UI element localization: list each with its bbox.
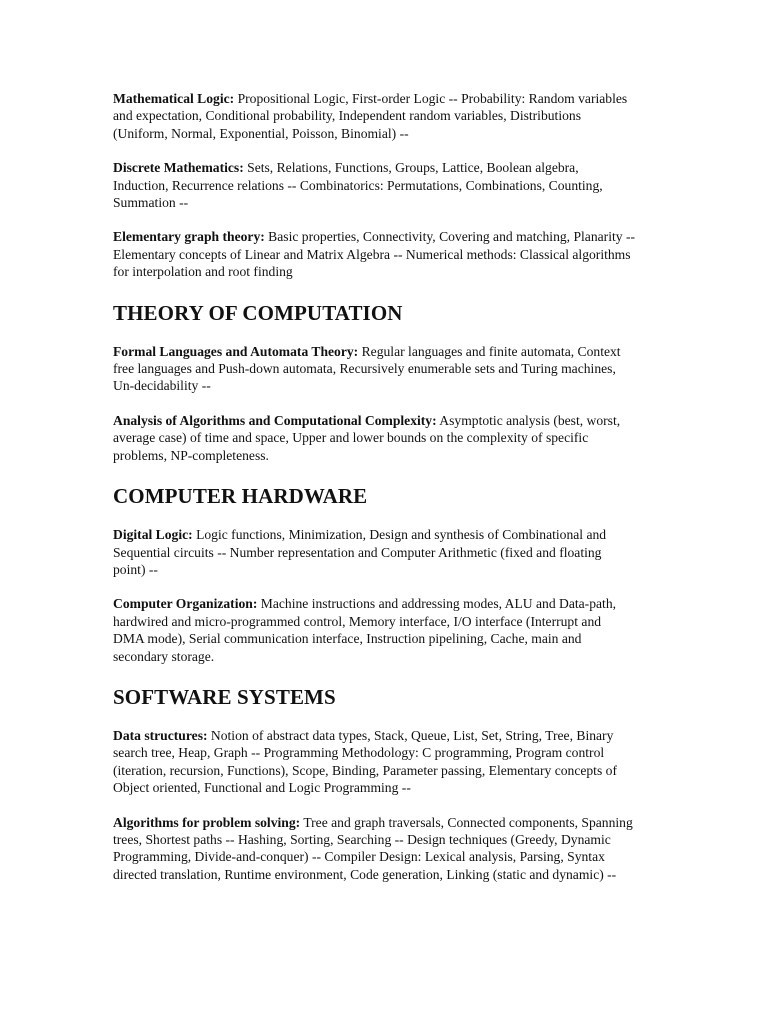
paragraph-mathematical-logic bbox=[113, 90, 635, 142]
term-description: Basic properties, Connectivity, Covering and matching, Planarity -- Elementary concepts of Linear and Matrix Algebra -- Numerical methods: Classical algorithms for interpolation and root finding bbox=[113, 229, 635, 280]
paragraph-elementary-graph-theory bbox=[113, 228, 635, 280]
section-heading-software-systems: SOFTWARE SYSTEMS bbox=[113, 684, 336, 709]
document-page bbox=[113, 90, 635, 883]
term-description: Notion of abstract data types, Stack, Queue, List, Set, String, Tree, Binary search tree, Heap, Graph -- Programming Methodology: C programming, Program control (iteration, recursion, Functions), Scope, Binding, Parameter passing, Elementary concepts of Object oriented, Functional and Logic Programming -- bbox=[113, 727, 617, 796]
term-label: Computer Organization: bbox=[113, 596, 258, 612]
paragraph-discrete-mathematics bbox=[113, 159, 635, 211]
paragraph-computer-organization bbox=[113, 595, 635, 665]
term-description: Regular languages and finite automata, Context free languages and Push-down automata, Recursively enumerable sets and Turing machines, Un-decidability -- bbox=[113, 343, 621, 394]
term-label: Mathematical Logic: bbox=[113, 91, 235, 106]
paragraph-algorithms-for-problem-solving bbox=[113, 814, 635, 884]
term-description: Asymptotic analysis (best, worst, average case) of time and space, Upper and lower bounds on the complexity of specific problems, NP-completeness. bbox=[113, 412, 621, 463]
term-label: Analysis of Algorithms and Computational Complexity: bbox=[113, 412, 437, 428]
paragraph-formal-languages bbox=[113, 343, 635, 395]
term-description: Logic functions, Minimization, Design and synthesis of Combinational and Sequential circuits -- Number representation and Computer Arithmetic (fixed and floating point) -- bbox=[113, 527, 607, 577]
paragraph-data-structures bbox=[113, 727, 635, 797]
term-label: Data structures: bbox=[113, 727, 208, 743]
paragraph-analysis-of-algorithms bbox=[113, 412, 635, 464]
term-description: Machine instructions and addressing modes, ALU and Data-path, hardwired and micro-programmed control, Memory interface, I/O interface (Interrupt and DMA mode), Serial communication interface, Instruction pipelining, Cache, main and secondary storage. bbox=[113, 596, 617, 664]
term-label: Discrete Mathematics: bbox=[113, 160, 244, 176]
section-heading-theory-of-computation: THEORY OF COMPUTATION bbox=[113, 300, 403, 325]
term-label: Algorithms for problem solving: bbox=[113, 814, 301, 830]
term-label: Digital Logic: bbox=[113, 527, 193, 543]
term-description: Propositional Logic, First-order Logic -- Probability: Random variables and expectation, Conditional probability, Independent random variables, Distributions (Uniform, Normal, Exponential, Poisson, Binomial) -- bbox=[113, 91, 628, 141]
term-label: Formal Languages and Automata Theory: bbox=[113, 343, 359, 359]
term-description: Sets, Relations, Functions, Groups, Lattice, Boolean algebra, Induction, Recurrence relations -- Combinatorics: Permutations, Combinations, Counting, Summation -- bbox=[113, 160, 603, 211]
section-heading-computer-hardware: COMPUTER HARDWARE bbox=[113, 484, 368, 509]
term-description: Tree and graph traversals, Connected components, Spanning trees, Shortest paths -- Hashing, Sorting, Searching -- Design techniques (Greedy, Dynamic Programming, Divide-and-conquer) -- Compiler Design: Lexical analysis, Parsing, Syntax directed translation, Runtime environment, Code generation, Linking (static and dynamic) -- bbox=[113, 814, 633, 882]
term-label: Elementary graph theory: bbox=[113, 229, 265, 245]
paragraph-digital-logic bbox=[113, 526, 635, 578]
